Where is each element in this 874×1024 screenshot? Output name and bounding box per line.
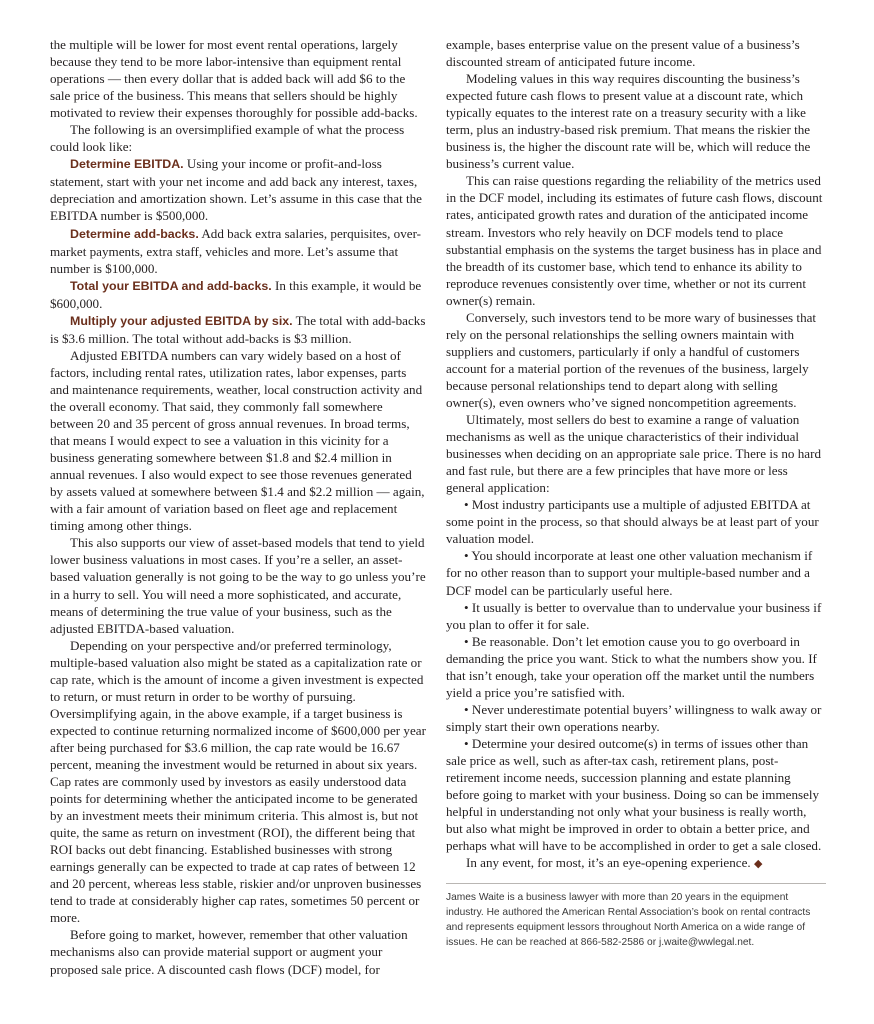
step-text: The total with add-backs is $3.6 million. The total without add-backs is $3 million.: [50, 312, 426, 346]
end-mark-icon: ◆: [753, 858, 763, 871]
paragraph: This also supports our view of asset-based models that tend to yield lower business valuations in most cases. If you’re a seller, an asset-based valuation generally is not going to be the way to go unless you’re in a hurry to sell. You will need a more sophisticated, and accurate, means of determining the true value of your business, such as the adjusted EBITDA-based valuation.: [50, 535, 426, 636]
step-determine-ebitda: [50, 155, 428, 224]
step-determine-add-backs: [50, 225, 428, 277]
author-bio: James Waite is a business lawyer with more than 20 years in the equipment industry. He authored the American Rental Association’s book on rental contracts and represents equipment lessors throughout North America on a wide range of issues. He can be reached at 866-582-2586 or j.waite@wwlegal.net.: [446, 892, 811, 949]
closing-paragraph: [446, 854, 826, 873]
bullet-item: • You should incorporate at least one other valuation mechanism if for no other reason than to support your multiple-based number and a DCF model can be particularly useful here.: [446, 548, 813, 598]
right-column: [446, 36, 826, 950]
closing-text: In any event, for most, it’s an eye-opening experience.: [466, 855, 754, 871]
bullet-item: • Most industry participants use a multiple of adjusted EBITDA at some point in the process, so that should always be at least part of your valuation model.: [446, 497, 819, 547]
step-heading: Multiply your adjusted EBITDA by six.: [70, 313, 293, 328]
step-heading: Total your EBITDA and add-backs.: [70, 278, 272, 293]
paragraph: the multiple will be lower for most event rental operations, largely because they tend to be more labor-intensive than equipment rental operations — then every dollar that is added back will add $6 to the sale price of the business. This means that sellers should be highly motivated to review their expenses thoroughly for possible add-backs.: [50, 37, 418, 121]
step-text: In this example, it would be $600,000.: [50, 277, 422, 311]
step-heading: Determine EBITDA.: [70, 157, 184, 172]
bullet-item: • It usually is better to overvalue than to undervalue your business if you plan to offer it for sale.: [446, 599, 822, 632]
paragraph: Depending on your perspective and/or preferred terminology, multiple-based valuation also might be stated as a capitalization rate or cap rate, which is the amount of income a given investment is expected to return, or must return in order to be worthy of pursuing. Oversimplifying again, in the above example, if a target business is expected to continue returning normalized income of $600,000 per year after being purchased for $3.6 million, the cap rate would be 16.67 percent, meaning the investment would be returned in about six years. Cap rates are commonly used by investors as easily understood data points for determining whether the anticipated income to be generated by an investment meets their minimum criteria. This almost is, but not quite, the same as return on investment (ROI), the different being that ROI backs out debt financing. Established businesses with strong earnings generally can be expected to trade at cap rates of between 12 and 20 percent, whereas less stable, riskier and/or unproven businesses tend to trade at considerably higher cap rates, sometimes 50 percent or more.: [50, 637, 426, 926]
step-text: Add back extra salaries, perquisites, over-market payments, extra staff, vehicles and more. Let’s assume that number is $100,000.: [50, 225, 422, 276]
paragraph: This can raise questions regarding the reliability of the metrics used in the DCF model, including its estimates of future cash flows, discount rates, anticipated growth rates and duration of the anticipated income stream. Investors who rely heavily on DCF models tend to place substantial emphasis on the systems the target business has in place and the breadth of its customer base, which tend to enhance its ability to reproduce revenues consistently over time, whether or not its current owner(s) remain.: [446, 173, 823, 308]
step-multiply-ebitda: [50, 312, 428, 347]
paragraph: Ultimately, most sellers do best to examine a range of valuation mechanisms as well as the unique characteristics of their individual businesses when deciding on an appropriate sale price. There is no hard and fast rule, but there are a few principles that have more or less general application:: [446, 412, 821, 496]
paragraph: Adjusted EBITDA numbers can vary widely based on a host of factors, including rental rates, utilization rates, labor expenses, parts and maintenance requirements, weather, local construction activity and the overall economy. That said, they commonly fall somewhere between 20 and 35 percent of gross annual revenues. In broad terms, that means I would expect to see a valuation in this vicinity for a business generating somewhere between $1.8 and $2.4 million in annual revenues. I also would expect to see those revenues generated by assets valued at somewhere between $1.4 and $2.2 million — again, with a fair amount of variation based on fleet age and replacement timing among other things.: [50, 347, 425, 534]
step-total-ebitda: [50, 277, 428, 312]
bullet-item: • Be reasonable. Don’t let emotion cause you to go overboard in demanding the price you want. Stick to what the numbers show you. If that isn’t enough, take your operation off the market until the numbers yield a price you’re satisfied with.: [446, 633, 817, 700]
step-heading: Determine add-backs.: [70, 226, 199, 241]
paragraph: Modeling values in this way requires discounting the business’s expected future cash flows to present value at a discount rate, which typically equates to the interest rate on a treasury security with a like term, plus an industry-based risk premium. That means the riskier the business is, the higher the discount rate will be, which will reduce the business’s current value.: [446, 71, 811, 172]
step-text: Using your income or profit-and-loss statement, start with your net income and add back any interest, taxes, depreciation and amortization shown. Let’s assume in this case that the EBITDA number is $500,000.: [50, 156, 422, 224]
bullet-item: • Never underestimate potential buyers’ willingness to walk away or simply start their own operations nearby.: [446, 701, 822, 734]
paragraph: Before going to market, however, remember that other valuation mechanisms also can provide material support or augment your proposed sale price. A discounted cash flows (DCF) model, for: [50, 927, 408, 977]
bio-divider: [446, 883, 826, 884]
paragraph: Conversely, such investors tend to be more wary of businesses that rely on the personal relationships the selling owners maintain with suppliers and customers, particularly if only a handful of customers account for a material portion of the revenues of the business, largely because personal relationships tend to depart along with selling owner(s), even owners who’ve signed noncompetition agreements.: [446, 309, 817, 410]
paragraph: example, bases enterprise value on the present value of a business’s discounted stream of anticipated future income.: [446, 37, 800, 70]
paragraph: The following is an oversimplified example of what the process could look like:: [50, 122, 405, 155]
left-column: [50, 36, 428, 978]
bullet-item: • Determine your desired outcome(s) in terms of issues other than sale price as well, such as after-tax cash, retirement plans, post-retirement income needs, succession planning and estate planning before going to market with your business. Doing so can be immensely helpful in understanding not only what your business is really worth, but also what might be improved in order to obtain a better price, and perhaps what will have to be accomplished in order to get a sale closed.: [446, 735, 822, 854]
